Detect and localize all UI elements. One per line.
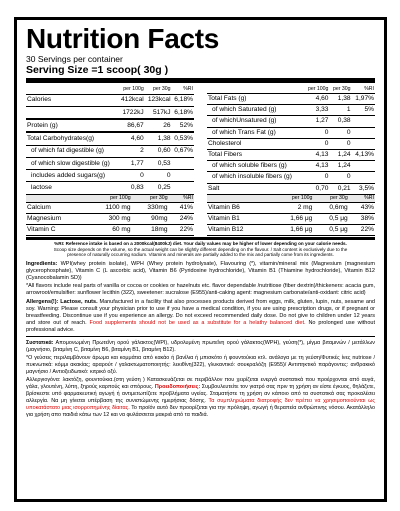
greek-ingredients-heading: Συστατικά:	[26, 339, 54, 346]
table-row: Magnesium 300 mg 90mg 24%	[26, 213, 194, 224]
greek-ingredients-text: Απομονωμένη Πρωτεΐνη ορού γάλακτος(WPI), υδρολυμένη πρωτεΐνη ορού γάλακτος(WPH), γεύση(*), μίγμα βιταμινών / μετάλλων (μαγνήσιο, βιταμίνη C, βιταμίνη B6, βιταμίνη B1, βιταμίνη B12).	[26, 339, 375, 353]
table-row: of which slow digestible (g) 1,77 0,53	[26, 157, 194, 169]
greek-warnings-heading: Προειδοποιήσεις:	[153, 383, 201, 390]
table-row: Protein (g) 86,67 26 52%	[26, 119, 194, 132]
sodium-footnote: presence of naturally occurring sodium. Vitamins and minerals are partially added to the mix and partially come from its ingredients.	[67, 252, 334, 258]
table-row: Vitamin C 60 mg 18mg 22%	[26, 225, 194, 236]
table-row: of which insoluble fibers (g) 0 0	[207, 172, 375, 183]
header-per-30g: per 30g	[329, 86, 351, 94]
serving-size: Serving Size =1 scoop( 30g )	[26, 64, 375, 83]
flavours-text: *All flavors include real parts of vanilla or cocoa or cookies or hazelnuts etc. flavor dependable /nutritiose (fiber dextrin)/thickeners: acacia gum, arrowroot/emulsifier: sunflower lecithin (322), sweetener: sucralose (E955)/anti-caking agent: magnesium carbonate/anti-oxidant: citric acid)	[26, 283, 375, 297]
left-nutrient-table	[26, 86, 194, 195]
table-row: Vitamin B1 1,66 μg 0,5 μg 38%	[207, 213, 375, 224]
header-per-100g: per 100g	[118, 86, 145, 94]
left-table-header	[26, 86, 194, 94]
ingredients-text: WPI(whey protein isolate), WPH (Whey protein hydrolysate), Flavouring (*), vitamin/mineral mix (Magnesium (magnesium glycerophosphate), Vitamin C (L ascorbic acid), Vitamin B6 (Pyridoxine hydrochloride), Vitamin B1 (Thiamine hydrochloride), Vitamin B12 (Cyanocobalamin SD))	[26, 261, 375, 282]
table-row: Total Fibers 4,13 1,24 4,13%	[207, 149, 375, 160]
footnotes	[26, 237, 375, 258]
table-row: includes added sugars(g) 0 0	[26, 170, 194, 182]
table-row: Vitamin B6 2 mg 0,6mg 43%	[207, 202, 375, 213]
allergens-text-end: No prolonged use without professional advice.	[26, 319, 375, 333]
table-row: Vitamin B12 1,66 μg 0,5 μg 22%	[207, 225, 375, 236]
divider	[26, 336, 375, 337]
table-row: of whichUnsatured (g) 1,27 0,38	[207, 116, 375, 127]
allergens-paragraph	[26, 299, 375, 334]
greek-allergens-paragraph	[26, 377, 375, 419]
greek-allergens-text: Αλλεργιογόνα: λακτόζη, φουντούκια.(στη γεύση ) Κατασκευάζεται σε περιβάλλον που χειρίζεται ενεργά συστατικά που προέρχονται από αυγά, γάλα, γλουτένη, λύπη, ξηρούς καρπούς και σπόρους.	[26, 376, 375, 390]
allergens-heading: Allergens(!): Lactose, nuts.	[26, 298, 98, 305]
scoop-footnote: Scoop size depends on the volume, so the actual weight can be slightly different depending on the flavour. / Salt content is exclusively due to the	[53, 246, 348, 252]
vitamins-header: per 100g per 30g %RI	[207, 195, 375, 203]
header-ri: %RI	[172, 86, 194, 94]
panel-title: Nutrition Facts	[26, 23, 220, 54]
minerals-table	[26, 195, 194, 237]
greek-flavours-paragraph	[26, 355, 375, 376]
macros-grid	[26, 86, 375, 195]
greek-ingredients-paragraph	[26, 340, 375, 354]
table-row: Cholesterol 0 0	[207, 138, 375, 149]
table-row: of which Trans Fat (g) 0 0	[207, 127, 375, 138]
table-row: 1722kJ 517kJ 6,18%	[26, 106, 194, 119]
ingredients-paragraph	[26, 261, 375, 282]
table-row: Total Fats (g) 4,60 1,38 1,97%	[207, 94, 375, 105]
ingredients-heading: Ingredients:	[26, 261, 58, 268]
servings-per-container: 30 Servings per container	[26, 54, 123, 64]
header-ri: %RI	[352, 86, 375, 94]
flavours-paragraph	[26, 283, 375, 297]
greek-flavours-text: *Ο γεύσεις περιλαμβάνουν άρωμα και κομμάτια από κακάο ή βανίλια ή μπισκότο ή φουντούκια κτλ. ανάλογα με τη γεύση/Φυτικές ίνες nutriose / πυκνωτικά: κόμμι ακακίας; αραρούτ / γαλακτωματοποιητής: λεκιθίνη(322), γλυκαντικό: σουκραλόζη (E955)/ Αντιπηκτικό παράγοντες: ανθρακικό μαγνήσιο / Αντιοξειδωτικό: κιτρικό οξύ.	[26, 354, 375, 375]
table-row: of which Saturated (g) 3,33 1 5%	[207, 105, 375, 116]
table-row: Calcium 1100 mg 330mg 41%	[26, 202, 194, 213]
nutrition-label	[14, 17, 387, 502]
table-row: Total Carbohydrates(g) 4,60 1,38 0,53%	[26, 132, 194, 145]
ri-footnote: %RI: Reference intake is based on a 2000kcal(8400kJ) diet. Your daily values may be higher of lower depending on your calorie needs.	[54, 241, 347, 247]
right-nutrient-table	[207, 86, 375, 195]
header-per-100g: per 100g	[304, 86, 329, 94]
right-table-header	[207, 86, 375, 94]
greek-allergens-text3: Το προϊόν αυτό δεν προορίζεται για την πρόληψη, αγωγή ή θεραπεία ανθρώπινης νόσου. Ακατάλληλο για χρήση απο παιδιά κάτω των 12 και να φυλάσσεται μακριά από τα παιδιά.	[26, 404, 375, 418]
table-row: lactose 0,83 0,25	[26, 182, 194, 194]
table-row: of which fat digestible (g) 2 0,60 0,67%	[26, 145, 194, 157]
greek-allergens-text2: Συμβουλευτείτε τον γιατρό σας πριν τη χρήση αν είστε έγκυος, θηλάζετε, βρίσκεστε υπό φαρμακευτική αγωγή ή αντιμετωπίζετε προβλήματα υγείας. Σταματήστε τη χρήση αν κάποιο από τα συστατικά σας προκαλέσει αλλεργία. Να μη γίνεται υπέρβαση της συνιστώμενης ημερήσιας δόσης.	[26, 383, 375, 404]
table-row: Calories 412kcal 123kcal 6,18%	[26, 94, 194, 106]
vitamins-table	[207, 195, 375, 237]
table-row: Salt 0,70 0,21 3,5%	[207, 183, 375, 194]
micros-grid	[26, 195, 375, 237]
header-per-30g: per 30g	[145, 86, 172, 94]
table-row: of which soluble fibers (g) 4,13 1,24	[207, 161, 375, 172]
allergens-text: Manufactured in a facility that also processes products derived from eggs, milk, gluten, lupin, nuts, sesame and soy. Warning: Please consult your physician prior to use if you have a medical condition, if you are using prescription drugs, or if pregnant or breastfeeding. Discontinue use if you experience an allergy. Do not exceed recommended daily dose. Do not give to children under 12 years and store out of reach.	[26, 298, 375, 326]
allergens-warning: Food supplements should not be used as a substitute for a helathy balanced diet.	[86, 319, 306, 326]
minerals-header: per 100g per 30g %RI	[26, 195, 194, 203]
greek-allergens-warning: Τα συμπληρώματα διατροφής δεν πρέπει να χρησιμοποιούνται ως υποκατάστατο μιας ισορροπημένης δίαιτας.	[26, 397, 375, 411]
